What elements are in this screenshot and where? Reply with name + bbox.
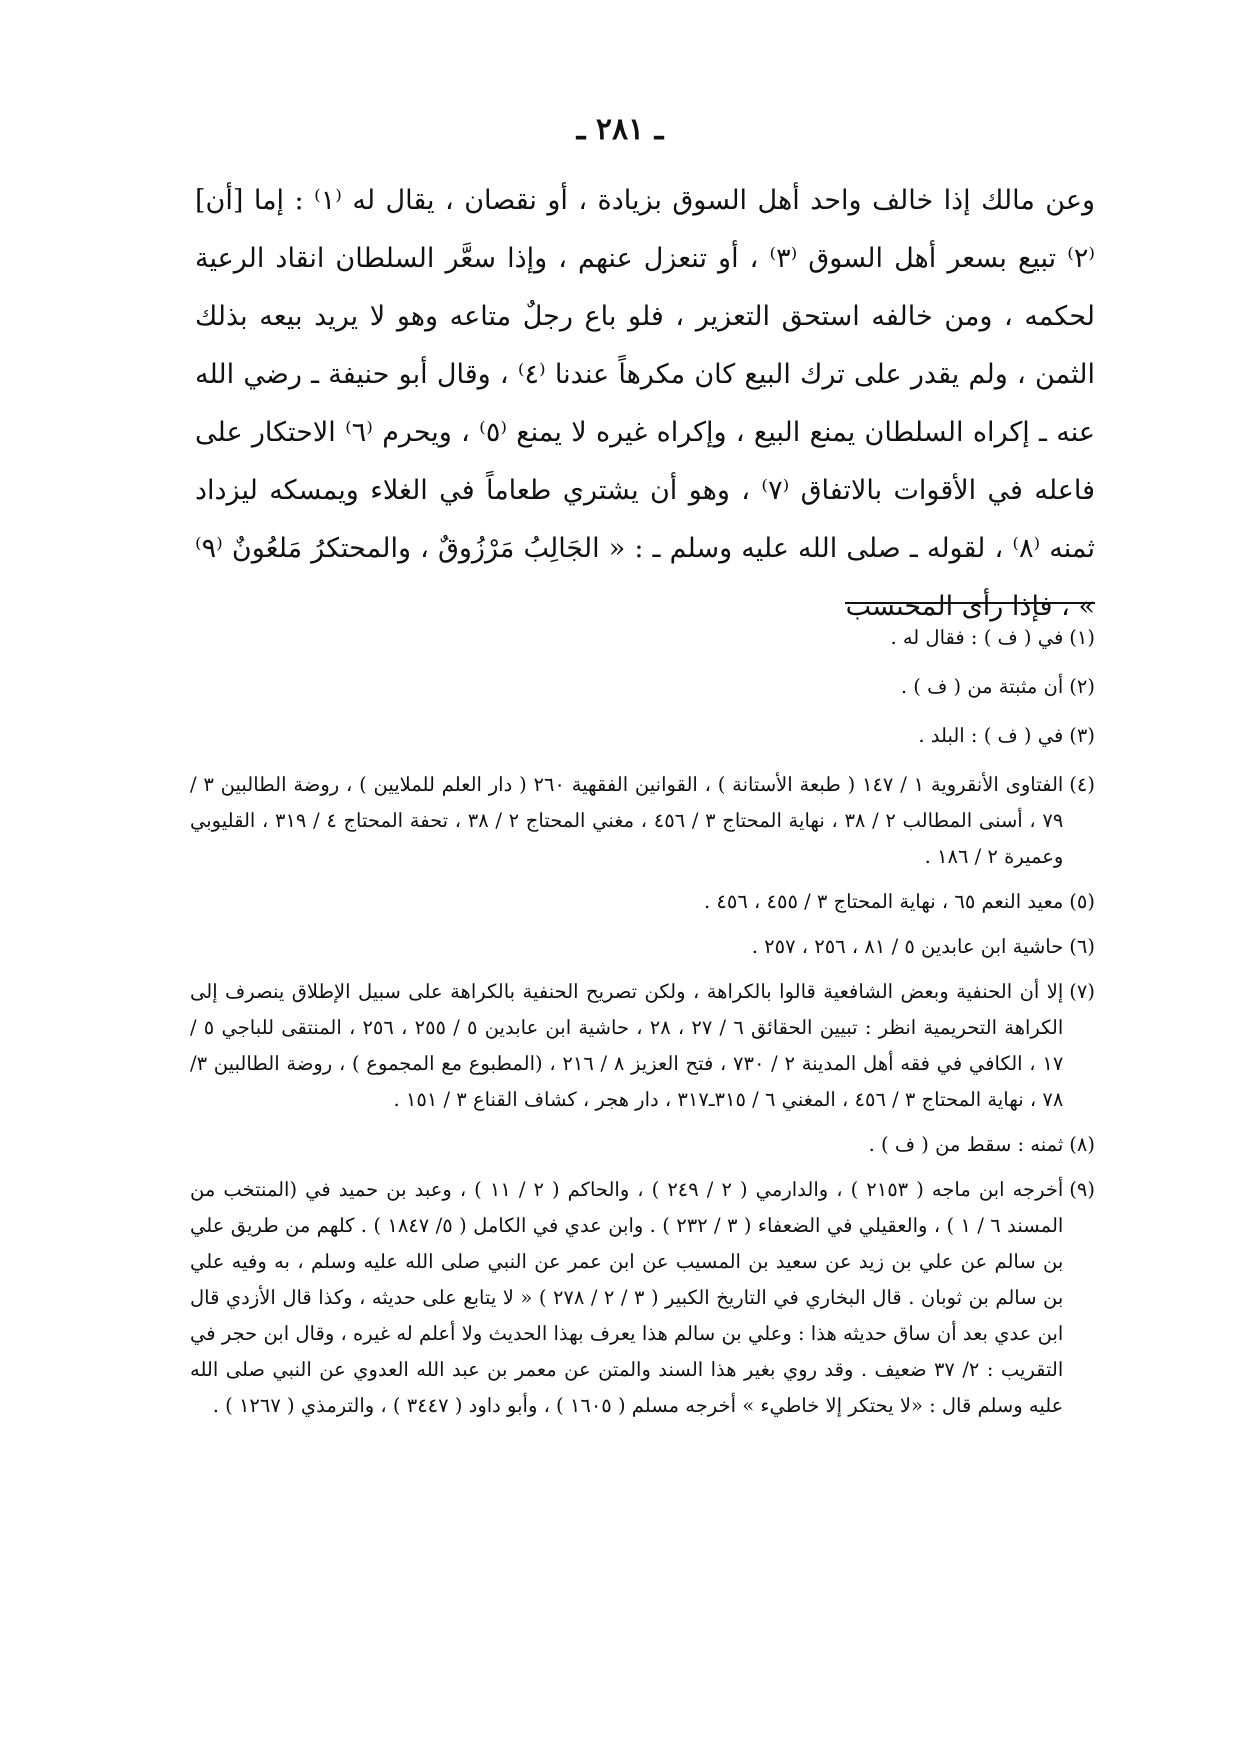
footnote-number: (٨) <box>1069 1133 1095 1156</box>
footnote-number: (٢) <box>1069 675 1095 698</box>
footnote-number: (٤) <box>1069 773 1095 796</box>
footnote-3 <box>190 718 1095 754</box>
footnote-number: (١) <box>1069 626 1095 649</box>
footnote-text: حاشية ابن عابدين ٥ / ٨١ ، ٢٥٦ ، ٢٥٧ . <box>751 935 1064 958</box>
main-paragraph: وعن مالك إذا خالف واحد أهل السوق بزيادة ، أو نقصان ، يقال له ⁽١⁾ : إما [أن] ⁽٢⁾ تبيع بسعر أهل السوق ⁽٣⁾ ، أو تنعزل عنهم ، وإذا سعَّر السلطان انقاد الرعية لحكمه ، ومن خالفه استحق التعزير ، فلو باع رجلٌ متاعه وهو لا يريد بيعه بذلك الثمن ، ولم يقدر على ترك البيع كان مكرهاً عندنا ⁽٤⁾ ، وقال أبو حنيفة ـ رضي الله عنه ـ إكراه السلطان يمنع البيع ، وإكراه غيره لا يمنع ⁽٥⁾ ، ويحرم ⁽٦⁾ الاحتكار على فاعله في الأقوات بالاتفاق ⁽٧⁾ ، وهو أن يشتري طعاماً في الغلاء ويمسكه ليزداد ثمنه ⁽٨⁾ ، لقوله ـ صلى الله عليه وسلم ـ : « الجَالِبُ مَرْزُوقٌ ، والمحتكرُ مَلعُونٌ ⁽٩⁾ » ، فإذا رأى المحتسب <box>195 185 1096 622</box>
footnote-text: في ( ف ) : البلد . <box>918 724 1064 747</box>
footnote-text: إلا أن الحنفية وبعض الشافعية قالوا بالكراهة ، ولكن تصريح الحنفية بالكراهة على سبيل الإطلاق ينصرف إلى الكراهة التحريمية انظر : تبيين الحقائق ٦ / ٢٧ ، ٢٨ ، حاشية ابن عابدين ٥ / ٢٥٥ ، ٢٥٦ ، المنتقى للباجي ٥ / ١٧ ، الكافي في فقه أهل المدينة ٢ / ٧٣٠ ، فتح العزيز ٨ / ٢١٦ ، (المطبوع مع المجموع ) ، روضة الطالبين ٣/ ٧٨ ، نهاية المحتاج ٣ / ٤٥٦ ، المغني ٦ / ٣١٥ـ٣١٧ ، دار هجر ، كشاف القناع ٣ / ١٥١ . <box>190 980 1064 1111</box>
footnote-number: (٣) <box>1069 724 1095 747</box>
footnote-text: أخرجه ابن ماجه ( ٢١٥٣ ) ، والدارمي ( ٢ / ٢٤٩ ) ، والحاكم ( ٢ / ١١ ) ، وعبد بن حميد في (المنتخب من المسند ٦ / ١ ) ، والعقيلي في الضعفاء ( ٣ / ٢٣٢ ) . وابن عدي في الكامل ( ٥/ ١٨٤٧ ) . كلهم من طريق علي بن سالم عن علي بن زيد عن سعيد بن المسيب عن ابن عمر عن النبي صلى الله عليه وسلم ، به وفيه علي بن سالم بن ثوبان . قال البخاري في التاريخ الكبير ( ٣ / ٢ / ٢٧٨ ) « لا يتابع على حديثه ، وكذا قال الأزدي قال ابن عدي بعد أن ساق حديثه هذا : وعلي بن سالم هذا يعرف بهذا الحديث ولا أعلم له غيره ، وقال ابن حجر في التقريب : ٢/ ٣٧ ضعيف . وقد روي بغير هذا السند والمتن عن معمر بن عبد الله العدوي عن النبي صلى الله عليه وسلم قال : «لا يحتكر إلا خاطيء » أخرجه مسلم ( ١٦٠٥ ) ، وأبو داود ( ٣٤٤٧ ) ، والترمذي ( ١٢٦٧ ) . <box>190 1178 1064 1417</box>
footnote-1 <box>190 620 1095 656</box>
footnote-text: في ( ف ) : فقال له . <box>890 626 1064 649</box>
footnote-number: (٥) <box>1069 890 1095 913</box>
footnote-7 <box>190 974 1095 1118</box>
footnotes <box>190 620 1095 1433</box>
footnote-4 <box>190 767 1095 875</box>
footnote-number: (٩) <box>1069 1178 1095 1201</box>
footnote-text: أن مثبتة من ( ف ) . <box>900 675 1064 698</box>
footnote-9 <box>190 1172 1095 1424</box>
footnote-divider <box>845 602 1095 604</box>
footnote-6 <box>190 929 1095 965</box>
footnote-2 <box>190 669 1095 705</box>
footnote-8 <box>190 1127 1095 1163</box>
footnote-number: (٧) <box>1069 980 1095 1003</box>
footnote-5 <box>190 884 1095 920</box>
main-text <box>195 172 1095 636</box>
footnote-text: الفتاوى الأنقروية ١ / ١٤٧ ( طبعة الأستانة ) ، القوانين الفقهية ٢٦٠ ( دار العلم للملايين ) ، روضة الطالبين ٣ / ٧٩ ، أسنى المطالب ٢ / ٣٨ ، نهاية المحتاج ٣ / ٤٥٦ ، مغني المحتاج ٢ / ٣٨ ، تحفة المحتاج ٤ / ٣١٩ ، القليوبي وعميرة ٢ / ١٨٦ . <box>190 773 1064 868</box>
footnote-number: (٦) <box>1069 935 1095 958</box>
footnote-text: معيد النعم ٦٥ ، نهاية المحتاج ٣ / ٤٥٥ ، ٤٥٦ . <box>703 890 1064 913</box>
page-number: ـ ٢٨١ ـ <box>576 112 664 147</box>
footnote-text: ثمنه : سقط من ( ف ) . <box>868 1133 1064 1156</box>
